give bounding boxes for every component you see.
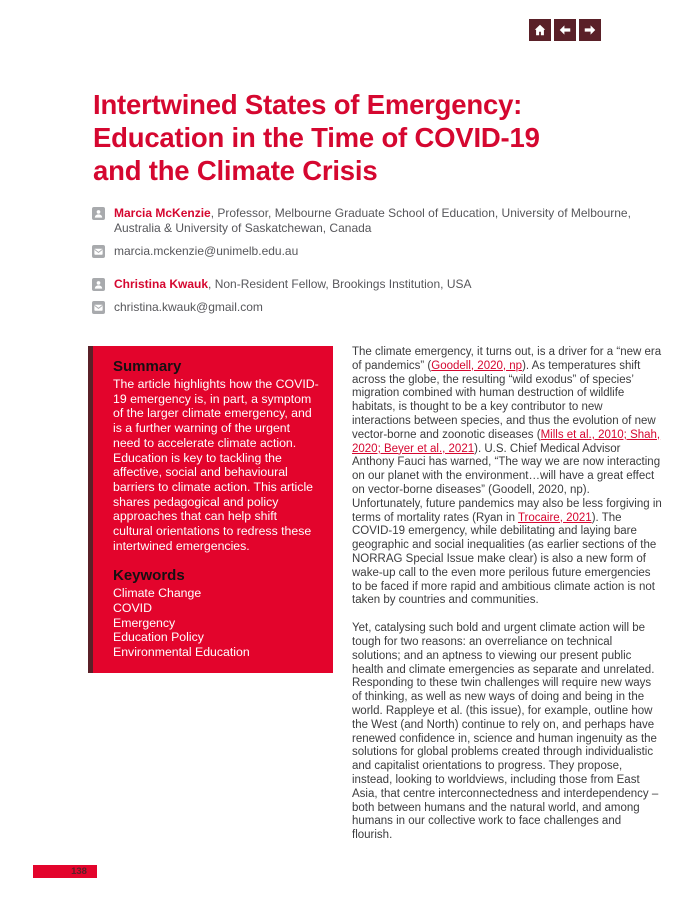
keywords-heading: Keywords <box>113 567 185 585</box>
title-line-3: and the Climate Crisis <box>93 155 378 186</box>
author-info <box>114 206 632 236</box>
author-email[interactable]: christina.kwauk@gmail.com <box>114 300 263 314</box>
home-button[interactable] <box>529 19 551 41</box>
body-text: ). U.S. Chief Medical Advisor Anthony Fauci has warned, “The way we are now interacting on our planet with the environment…will have a great effect on vector-borne diseases” (Goodell, 2020, np). Unfortunately, future pandemics may also be less forgiving in terms of mortality rates (Ryan in <box>352 442 662 524</box>
body-paragraph <box>352 622 662 843</box>
keyword-item: Emergency <box>113 615 176 630</box>
citation-link[interactable]: Goodell, 2020, np <box>431 359 523 372</box>
keyword-item: Environmental Education <box>113 644 250 659</box>
body-text: ). As temperatures shift across the globe, the resulting “wild exodus” of species’ migration combined with human destruction of wildlife habitats, is thought to be a key contributor to new interactions between species, and thus the evolution of new vector-borne and zoonotic diseases ( <box>352 359 656 441</box>
article-title <box>93 88 623 187</box>
envelope-icon <box>92 301 105 314</box>
author-row <box>92 206 632 236</box>
body-text: The climate emergency, it turns out, is a driver for a “new era of pandemics” ( <box>352 346 662 372</box>
email-row <box>92 244 632 259</box>
reader-nav <box>529 19 601 41</box>
person-icon <box>92 278 105 291</box>
summary-box <box>88 346 333 673</box>
author-name: Marcia McKenzie <box>114 206 211 220</box>
author-info <box>114 277 472 292</box>
arrow-right-icon <box>583 23 597 37</box>
authors-block <box>92 206 632 323</box>
back-button[interactable] <box>554 19 576 41</box>
author-affiliation: , Non-Resident Fellow, Brookings Institution, USA <box>208 277 472 291</box>
title-line-1: Intertwined States of Emergency: <box>93 89 523 120</box>
author-affiliation: , Professor, Melbourne Graduate School of Education, University of Melbourne, Australia & University of Saskatchewan, Canada <box>114 206 631 235</box>
author-name: Christina Kwauk <box>114 277 209 291</box>
keyword-item: Climate Change <box>113 586 202 601</box>
summary-heading: Summary <box>113 358 182 375</box>
keywords-list <box>113 586 319 659</box>
body-text: ). The COVID-19 emergency, while debilitating and laying bare geographic and social inequalities (as earlier sections of the NORRAG Special Issue make clear) is also a new form of wake-up call to the even more perilous future emergencies to be faced if more rapid and ambitious climate action is not taken by countries and communities. <box>352 511 657 607</box>
keyword-item: COVID <box>113 601 152 616</box>
citation-link[interactable]: Mills et al., 2010; Shah, 2020; Beyer et al., 2021 <box>352 428 661 455</box>
arrow-left-icon <box>558 23 572 37</box>
title-line-2: Education in the Time of COVID-19 <box>93 122 540 153</box>
email-row <box>92 300 632 315</box>
article-body <box>352 346 662 857</box>
body-paragraph <box>352 346 662 608</box>
page-number-bar <box>33 865 97 878</box>
author-email[interactable]: marcia.mckenzie@unimelb.edu.au <box>114 244 299 258</box>
summary-text: The article highlights how the COVID-19 emergency is, in part, a symptom of the larger climate emergency, and is a further warning of the urgent need to accelerate climate action. Education is key to tackling the affective, social and behavioural barriers to climate action. This article shares pedagogical and policy approaches that can help shift cultural orientations to redress these intertwined emergencies. <box>113 377 319 553</box>
person-icon <box>92 207 105 220</box>
forward-button[interactable] <box>579 19 601 41</box>
author-row <box>92 277 632 292</box>
body-text: Yet, catalysing such bold and urgent climate action will be tough for two reasons: an overreliance on technical solutions; and an aptness to viewing our present public health and climate emergencies as separate and unrelated. Responding to these twin challenges will require new ways of thinking, as well as new ways of doing and being in the world. Rappleye et al. (this issue), for example, outline how the West (and North) continue to rely on, and perhaps have renewed confidence in, science and human ingenuity as the solutions for global problems created through individualistic and capitalist orientations to progress. They propose, instead, looking to worldviews, including those from East Asia, that centre interconnectedness and interdependency – both between humans and the natural world, and among humans in our collective work to face challenges and flourish. <box>352 622 659 842</box>
page-number: 138 <box>71 866 87 877</box>
keyword-item: Education Policy <box>113 630 204 645</box>
envelope-icon <box>92 245 105 258</box>
home-icon <box>533 23 547 37</box>
citation-link[interactable]: Trocaire, 2021 <box>517 511 592 524</box>
